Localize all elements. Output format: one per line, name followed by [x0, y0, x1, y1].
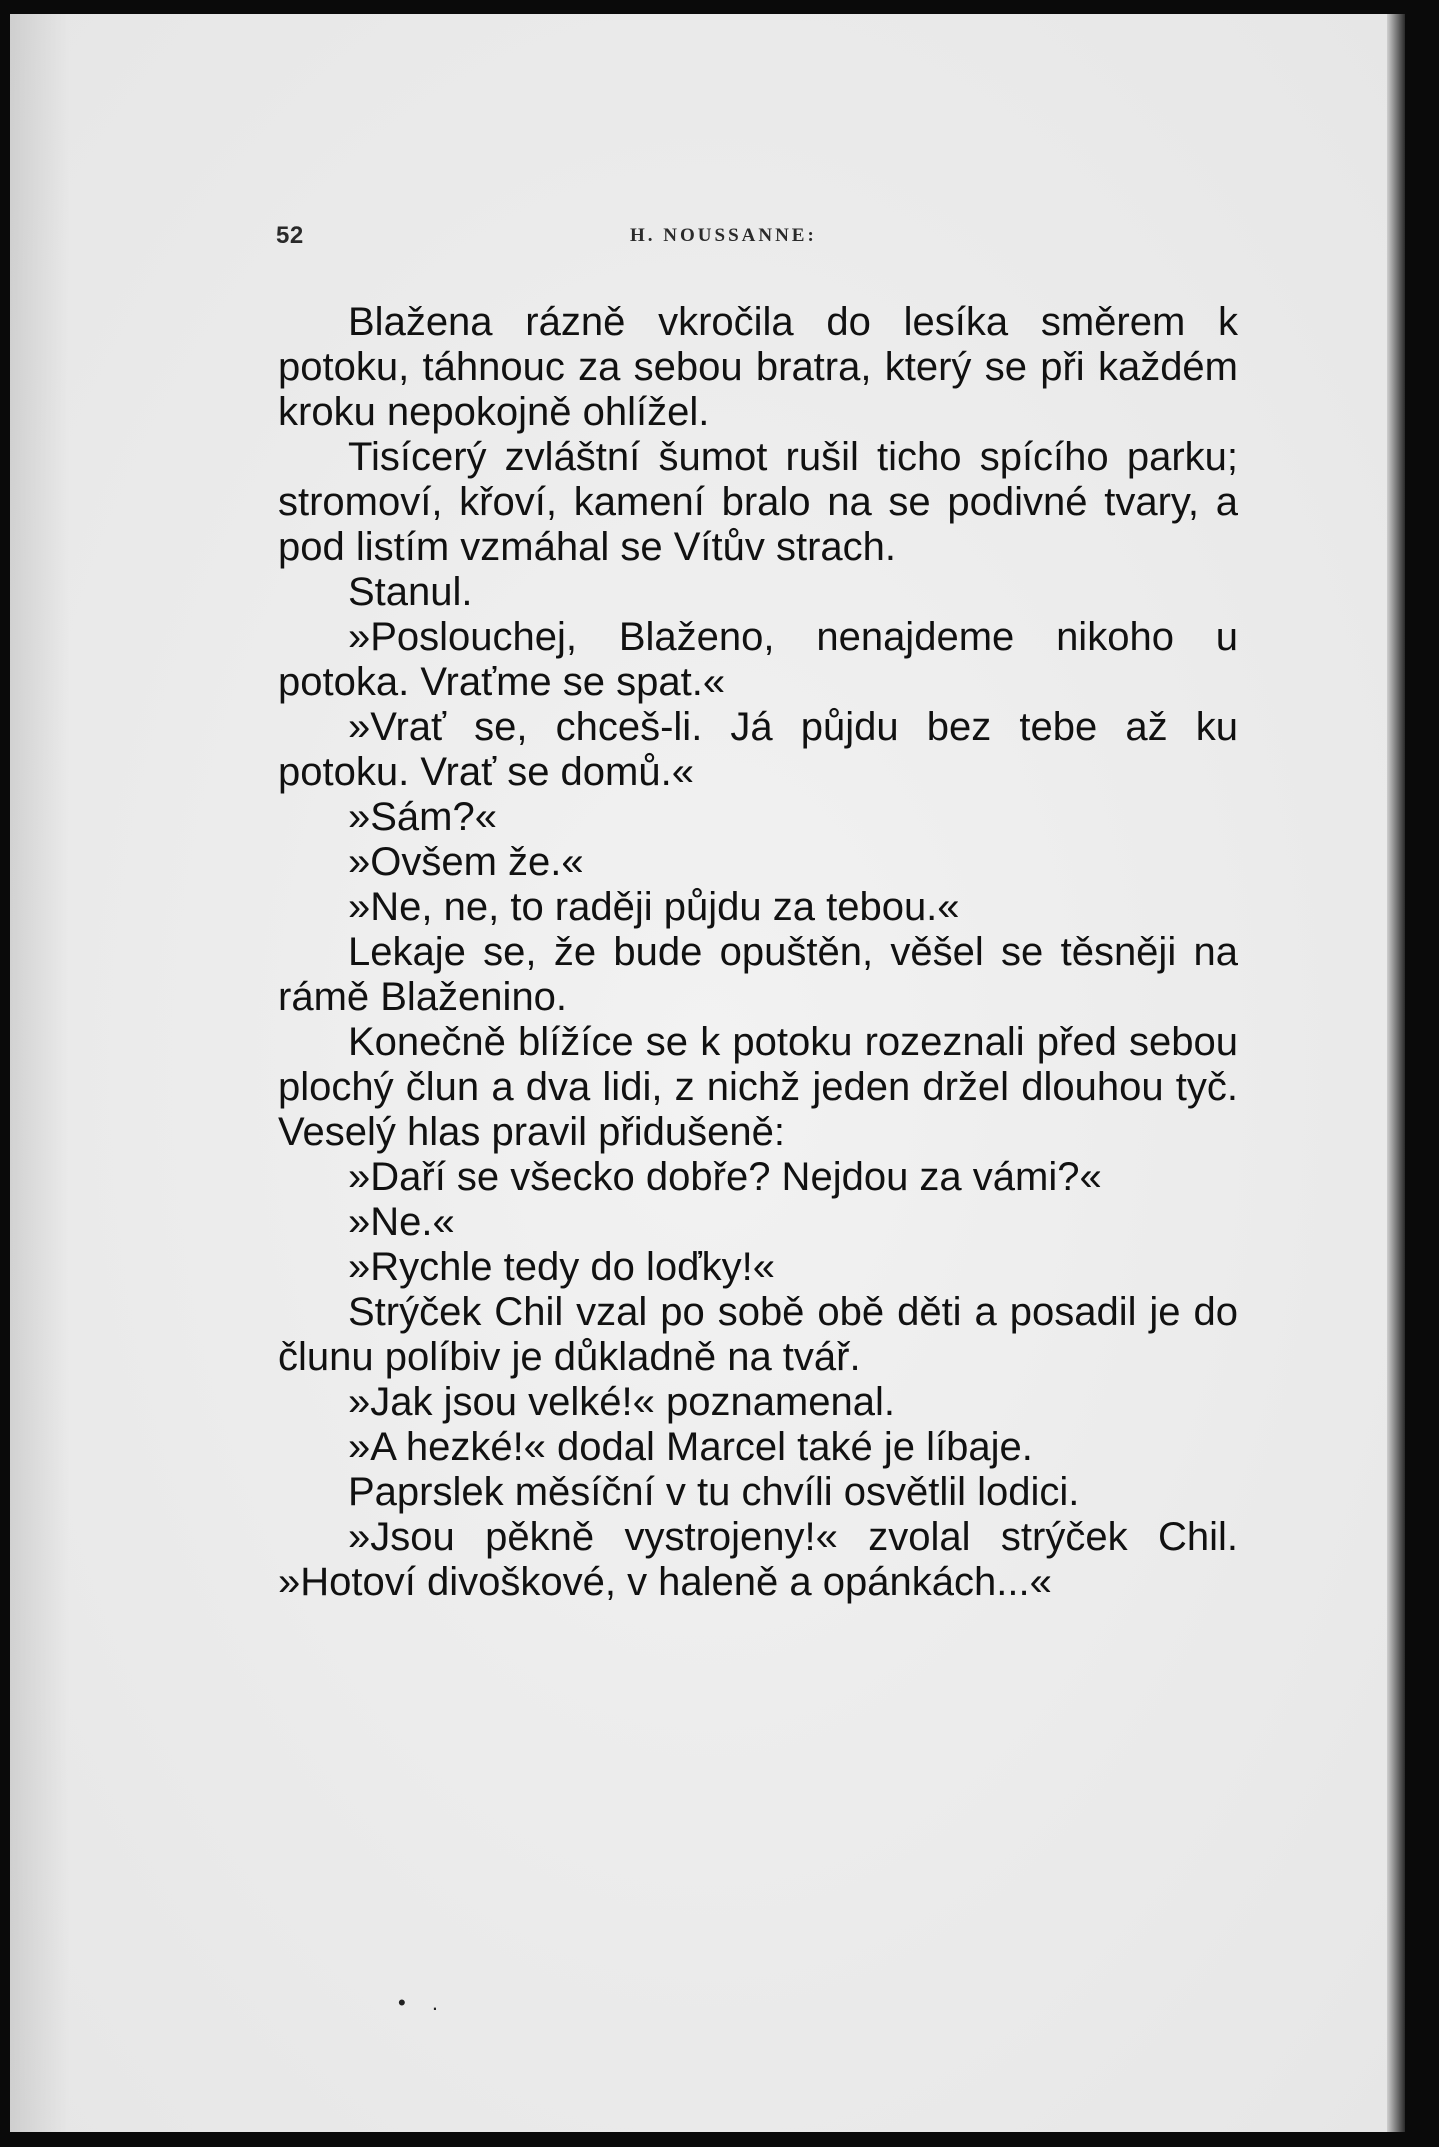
paragraph: »Sám?« — [348, 795, 497, 839]
footer-mark: • . — [398, 1990, 448, 2015]
page-number: 52 — [276, 222, 304, 249]
paragraph: »Poslouchej, Blaženo, nenajdeme nikoho u potoka. Vraťme se spat.« — [278, 615, 1238, 704]
paragraph: Lekaje se, že bude opuštěn, věšel se těsněji na rámě Blaženino. — [278, 930, 1238, 1019]
running-head-author: H. NOUSSANNE: — [630, 225, 817, 246]
paragraph: »Daří se všecko dobře? Nejdou za vámi?« — [348, 1155, 1102, 1199]
paragraph: Stanul. — [348, 570, 473, 614]
paragraph: »Vrať se, chceš-li. Já půjdu bez tebe až ku potoku. Vrať se domů.« — [278, 705, 1238, 794]
body-text — [278, 300, 1238, 1605]
paragraph: Blažena rázně vkročila do lesíka směrem k potoku, táhnouc za sebou bratra, který se při každém kroku nepokojně ohlížel. — [278, 300, 1238, 434]
paragraph: »Ne, ne, to raději půjdu za tebou.« — [348, 885, 960, 929]
paragraph: »Ovšem že.« — [348, 840, 584, 884]
paragraph: »A hezké!« dodal Marcel také je líbaje. — [348, 1425, 1033, 1469]
paragraph: »Ne.« — [348, 1200, 455, 1244]
paragraph: »Jsou pěkně vystrojeny!« zvolal strýček Chil. »Hotoví divoškové, v haleně a opánkách...« — [278, 1515, 1238, 1604]
paragraph: Strýček Chil vzal po sobě obě děti a posadil je do člunu políbiv je důkladně na tvář. — [278, 1290, 1238, 1379]
paragraph: Konečně blížíce se k potoku rozeznali před sebou plochý člun a dva lidi, z nichž jeden držel dlouhou tyč. Veselý hlas pravil přidušeně: — [278, 1020, 1238, 1154]
page-edge-shadow — [1387, 14, 1405, 2132]
running-head — [265, 218, 1215, 258]
paragraph: Paprslek měsíční v tu chvíli osvětlil lodici. — [348, 1470, 1080, 1514]
paragraph: »Rychle tedy do loďky!« — [348, 1245, 776, 1289]
paragraph: »Jak jsou velké!« poznamenal. — [348, 1380, 895, 1424]
paragraph: Tisícerý zvláštní šumot rušil ticho spícího parku; stromoví, křoví, kamení bralo na se podivné tvary, a pod listím vzmáhal se Vítův strach. — [278, 435, 1238, 569]
